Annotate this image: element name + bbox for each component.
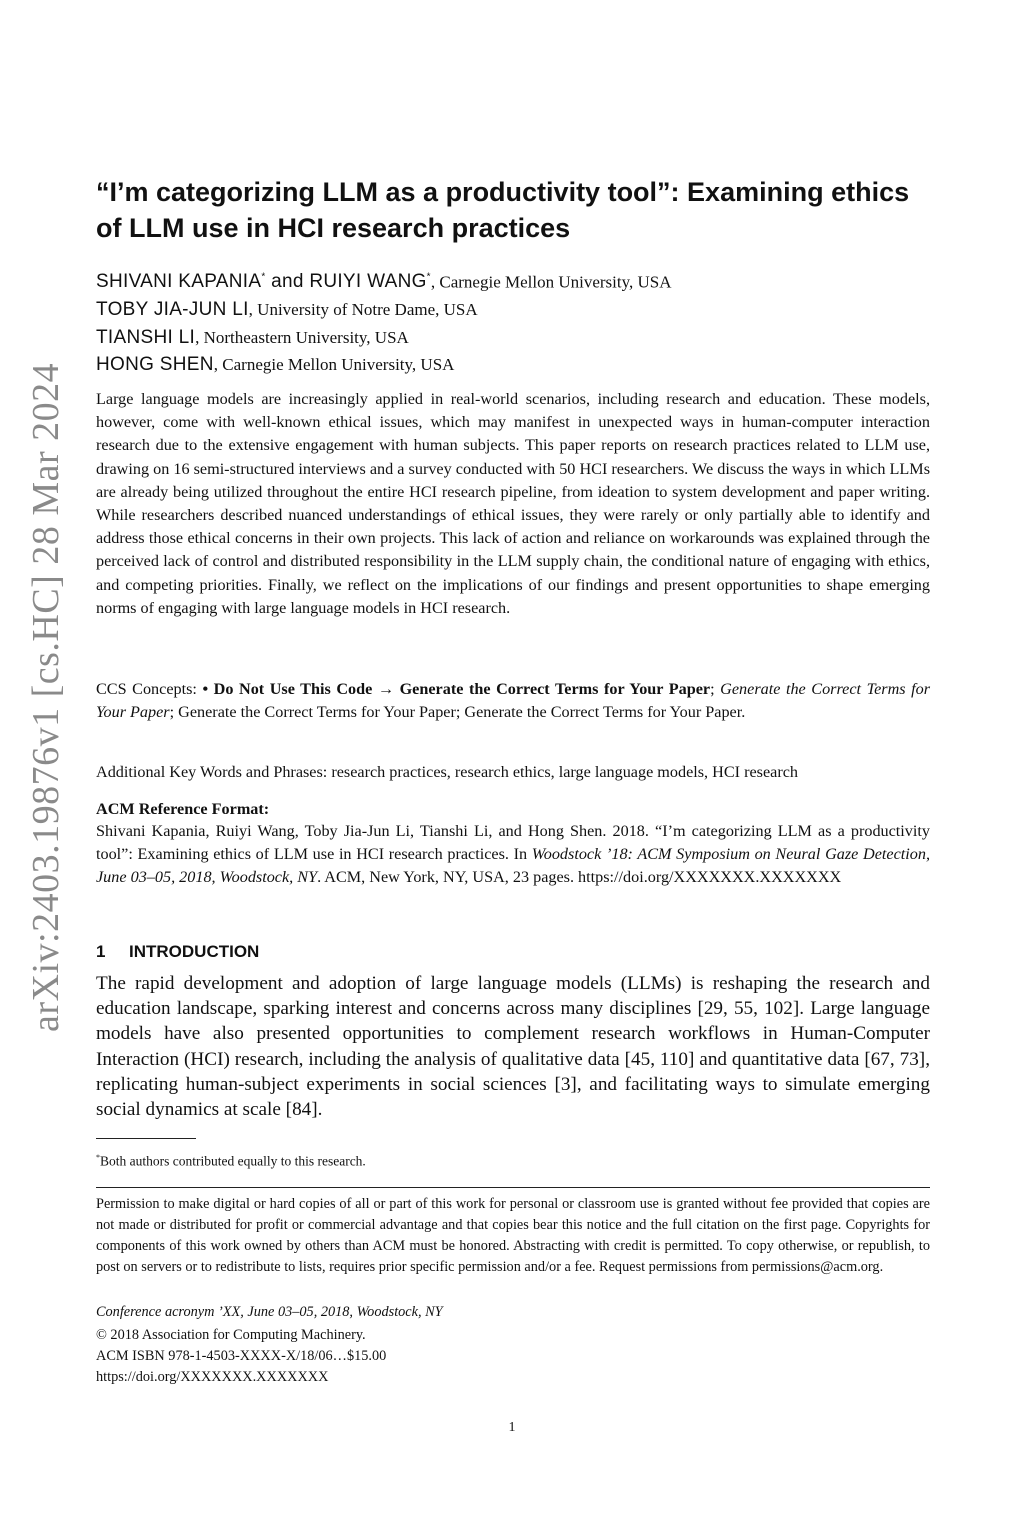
- author-name-wang: RUIYI WANG: [309, 271, 427, 293]
- author-name-li-tianshi: TIANSHI LI: [96, 326, 196, 348]
- ccs-concept-bold: • Do Not Use This Code → Generate the Correct Terms for Your Paper: [202, 680, 711, 698]
- author-affiliation: , Northeastern University, USA: [195, 327, 409, 347]
- page-number: 1: [508, 1420, 516, 1435]
- reference-venue: Woodstock ’18: ACM Symposium on Neural Gaze Detection, June 03–05, 2018, Woodstock, NY: [96, 845, 930, 887]
- author-affiliation: , Carnegie Mellon University, USA: [213, 355, 455, 375]
- author-line-3: [96, 324, 930, 352]
- conference-line: Conference acronym ’XX, June 03–05, 2018, Woodstock, NY: [96, 1304, 443, 1320]
- copyright-line: © 2018 Association for Computing Machinery.: [96, 1327, 366, 1343]
- keywords: Additional Key Words and Phrases: research practices, research ethics, large language models, HCI research: [96, 763, 798, 781]
- author-line-2: [96, 296, 930, 324]
- footnote-divider: [96, 1138, 196, 1139]
- introduction-paragraph: The rapid development and adoption of large language models (LLMs) is reshaping the research and education landscape, sparking interest and concerns across many disciplines [29, 55, 102]. Large language models have also presented opportunities to complement research workflows in Human-Computer Interaction (HCI) research, including the analysis of qualitative data [45, 110] and quantitative data [67, 73], replicating human-subject experiments in social sciences [3], and facilitating ways to simulate emerging social dynamics at scale [84].: [96, 973, 930, 1121]
- permission-divider: [96, 1187, 930, 1188]
- paper-title: “I’m categorizing LLM as a productivity tool”: Examining ethics of LLM use in HCI research practices: [96, 177, 910, 243]
- author-line-4: [96, 351, 930, 379]
- author-name-shen: HONG SHEN: [96, 354, 214, 376]
- permission-notice: Permission to make digital or hard copies of all or part of this work for personal or classroom use is granted without fee provided that copies are not made or distributed for profit or commercial advantage and that copies bear this notice and the full citation on the first page. Copyrights for components of this work owned by others than ACM must be honored. Abstracting with credit is permitted. To copy otherwise, or republish, to post on servers or to redistribute to lists, requires prior specific permission and/or a fee. Request permissions from permissions@acm.org.: [96, 1196, 930, 1275]
- author-name-li-toby: TOBY JIA-JUN LI: [96, 298, 249, 320]
- author-affiliation: , University of Notre Dame, USA: [248, 299, 478, 319]
- abstract: Large language models are increasingly applied in real-world scenarios, including research and education. These models, however, come with well-known ethical issues, which may manifest in unexpected ways in human-computer interaction research due to the extensive engagement with human subjects. This paper reports on research practices related to LLM use, drawing on 16 semi-structured interviews and a survey conducted with 50 HCI researchers. We discuss the ways in which LLMs are already being utilized throughout the entire HCI research pipeline, from ideation to system development and paper writing. While researchers described nuanced understandings of ethical issues, they were rarely or only partially able to identify and address those ethical concerns in their own projects. This lack of action and reliance on workarounds was explained through the perceived lack of control and distributed responsibility in the LLM supply chain, the conditional nature of engaging with ethics, and competing priorities. Finally, we reflect on the implications of our findings and present opportunities to shape emerging norms of engaging with large language models in HCI research.: [96, 390, 930, 617]
- arxiv-identifier-stamp: arXiv:2403.19876v1 [cs.HC] 28 Mar 2024: [25, 362, 67, 1032]
- author-list: [96, 264, 930, 379]
- section-heading-introduction: 1 INTRODUCTION: [96, 942, 260, 961]
- reference-format-heading: ACM Reference Format:: [96, 800, 270, 818]
- footnote: *Both authors contributed equally to this research.: [96, 1153, 366, 1169]
- doi-line: https://doi.org/XXXXXXX.XXXXXXX: [96, 1369, 329, 1385]
- author-name-kapania: SHIVANI KAPANIA* and RUIYI WANG*: [96, 271, 431, 293]
- equal-contribution-mark: *: [261, 272, 266, 283]
- copyright-block: [96, 1325, 930, 1388]
- isbn-line: ACM ISBN 978-1-4503-XXXX-X/18/06…$15.00: [96, 1348, 387, 1364]
- author-line-1: [96, 264, 930, 296]
- reference-format-text: Shivani Kapania, Ruiyi Wang, Toby Jia-Jun Li, Tianshi Li, and Hong Shen. 2018. “I’m categorizing LLM as a productivity tool”: Examining ethics of LLM use in HCI research practices. In Woodstock ’18: ACM Symposium on Neural Gaze Detection, June 03–05, 2018, Woodstock, NY. ACM, New York, NY, USA, 23 pages. https://doi.org/XXXXXXX.XXXXXXX: [96, 822, 930, 887]
- ccs-concept-italic: Generate the Correct Terms for Your Paper: [96, 680, 931, 722]
- ccs-concepts: CCS Concepts: • Do Not Use This Code → Generate the Correct Terms for Your Paper; Generate the Correct Terms for Your Paper; Generate the Correct Terms for Your Paper; Generate the Correct Terms for Your Paper.: [96, 680, 931, 722]
- equal-contribution-mark: *: [426, 272, 431, 283]
- author-affiliation: , Carnegie Mellon University, USA: [430, 272, 672, 292]
